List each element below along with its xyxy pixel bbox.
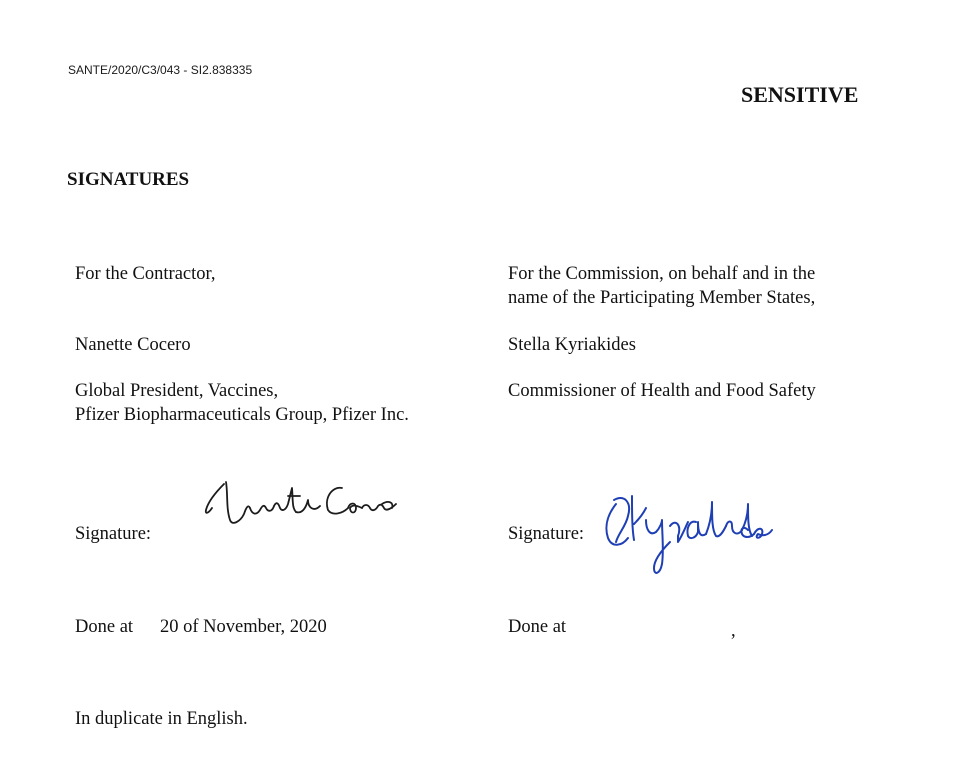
contractor-signature-text: Nanette Cocero: [196, 478, 203, 479]
contractor-heading: For the Contractor,: [75, 264, 216, 284]
contractor-done-at-label: Done at: [75, 617, 134, 637]
commission-signature: [598, 490, 773, 585]
commission-done-at-value: ,: [731, 621, 736, 641]
commission-name: Stella Kyriakides: [508, 335, 636, 355]
document-reference: SANTE/2020/C3/043 - SI2.838335: [68, 63, 253, 77]
contractor-title-line1: Global President, Vaccines,: [75, 381, 279, 401]
commission-signature-label: Signature:: [508, 524, 585, 544]
contractor-name: Nanette Cocero: [75, 335, 191, 355]
contractor-signature: [196, 478, 406, 538]
section-title: SIGNATURES: [67, 169, 190, 190]
contractor-signature-label: Signature:: [75, 524, 152, 544]
document-footer: In duplicate in English.: [75, 709, 248, 729]
contractor-done-at-value: 20 of November, 2020: [160, 617, 327, 637]
contractor-title-line2: Pfizer Biopharmaceuticals Group, Pfizer Inc.: [75, 405, 409, 425]
commission-heading-line1: For the Commission, on behalf and in the: [508, 264, 816, 284]
commission-signature-text: SKyriakides: [598, 490, 603, 491]
commission-title: Commissioner of Health and Food Safety: [508, 381, 816, 401]
commission-done-at-label: Done at: [508, 617, 567, 637]
commission-heading-line2: name of the Participating Member States,: [508, 288, 816, 308]
classification-label: SENSITIVE: [741, 82, 859, 107]
